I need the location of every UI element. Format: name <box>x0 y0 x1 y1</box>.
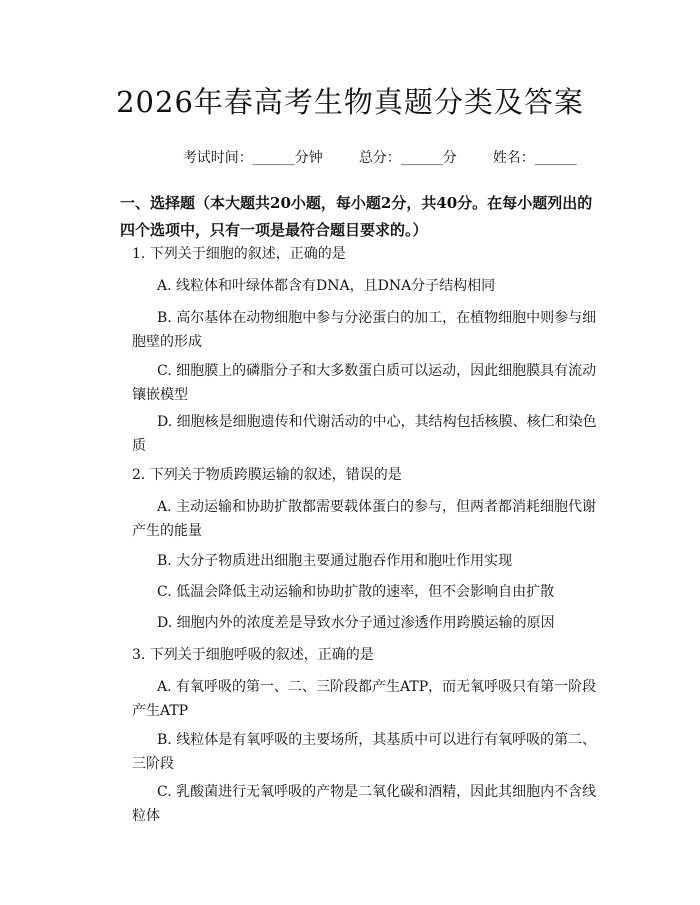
question-option: C. 细胞膜上的磷脂分子和大多数蛋白质可以运动，因此细胞膜具有流动镶嵌模型 <box>132 363 597 403</box>
question-stem: 1. 下列关于细胞的叙述，正确的是 <box>132 246 346 262</box>
question-option: C. 乳酸菌进行无氧呼吸的产物是二氧化碳和酒精，因此其细胞内不含线粒体 <box>132 784 597 824</box>
question-option: A. 线粒体和叶绿体都含有DNA，且DNA分子结构相同 <box>157 278 496 294</box>
name-field: 姓名：______ <box>492 150 577 166</box>
question-option: B. 大分子物质进出细胞主要通过胞吞作用和胞吐作用实现 <box>157 553 513 569</box>
question-option: D. 细胞内外的浓度差是导致水分子通过渗透作用跨膜运输的原因 <box>157 615 555 631</box>
question-option: B. 高尔基体在动物细胞中参与分泌蛋白的加工，在植物细胞中则参与细胞壁的形成 <box>132 310 597 350</box>
question-stem: 2. 下列关于物质跨膜运输的叙述，错误的是 <box>132 467 402 483</box>
question-option: D. 细胞核是细胞遗传和代谢活动的中心，其结构包括核膜、核仁和染色质 <box>132 414 597 454</box>
exam-time-field: 考试时间：______分钟 <box>182 150 323 166</box>
page-title: 2026年春高考生物真题分类及答案 <box>116 85 584 119</box>
question-option: A. 有氧呼吸的第一、二、三阶段都产生ATP，而无氧呼吸只有第一阶段产生ATP <box>132 679 597 719</box>
total-score-field: 总分：______分 <box>358 150 457 166</box>
question-stem: 3. 下列关于细胞呼吸的叙述，正确的是 <box>132 647 374 663</box>
question-option: A. 主动运输和协助扩散都需要载体蛋白的参与，但两者都消耗细胞代谢产生的能量 <box>132 499 597 539</box>
question-option: B. 线粒体是有氧呼吸的主要场所，其基质中可以进行有氧呼吸的第二、三阶段 <box>132 732 597 772</box>
section-heading: 一、选择题（本大题共20小题，每小题2分，共40分。在每小题列出的四个选项中，只有一项是最符合题目要求的。） <box>120 194 593 239</box>
question-option: C. 低温会降低主动运输和协助扩散的速率，但不会影响自由扩散 <box>157 584 555 600</box>
exam-meta <box>165 131 577 183</box>
